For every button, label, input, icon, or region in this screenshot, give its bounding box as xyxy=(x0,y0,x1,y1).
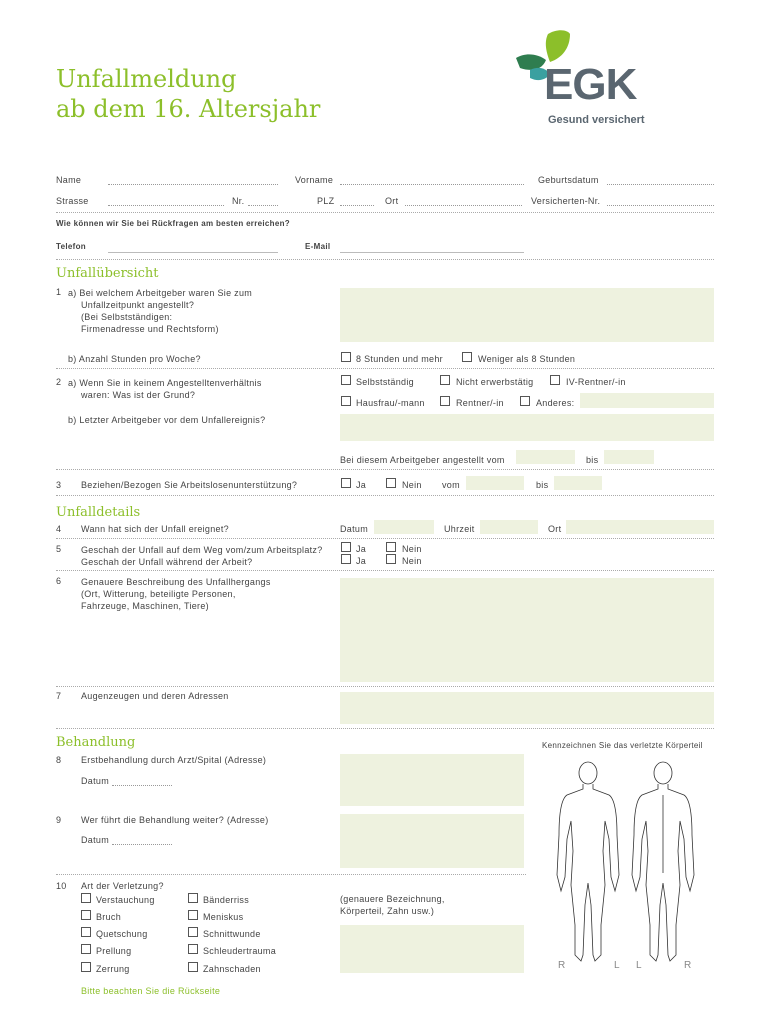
nein-label: Nein xyxy=(402,556,422,566)
weiterbehandlung-field[interactable] xyxy=(340,814,524,868)
datum-label: Datum xyxy=(340,524,369,534)
versicherten-nr-label: Versicherten-Nr. xyxy=(531,196,601,206)
ort-label: Ort xyxy=(548,524,562,534)
nein-label: Nein xyxy=(402,480,422,490)
checkbox-anderes[interactable] xyxy=(520,396,530,406)
footer-note: Bitte beachten Sie die Rückseite xyxy=(81,986,221,996)
body-front-left-label: L xyxy=(614,960,620,971)
vom-label: vom xyxy=(442,480,460,490)
opt-nicht-erwerbstaetig-label: Nicht erwerbstätig xyxy=(456,377,534,387)
checkbox-bruch[interactable] xyxy=(81,910,91,920)
nr-label: Nr. xyxy=(232,196,245,206)
injury-label: Bruch xyxy=(96,912,122,922)
angestellt-vom-field[interactable] xyxy=(516,450,575,464)
section-heading-treatment: Behandlung xyxy=(56,735,136,750)
question-9: Wer führt die Behandlung weiter? (Adresse) xyxy=(81,815,269,825)
unfallhergang-field[interactable] xyxy=(340,578,714,682)
checkbox-verstauchung[interactable] xyxy=(81,893,91,903)
body-front-right-label: R xyxy=(558,960,566,971)
opt-selbststaendig-label: Selbstständig xyxy=(356,377,414,387)
divider xyxy=(56,495,714,496)
body-back-left-label: L xyxy=(636,960,642,971)
arbeitslos-vom-field[interactable] xyxy=(466,476,524,490)
nr-field[interactable] xyxy=(248,205,278,206)
opt-8-minus-label: Weniger als 8 Stunden xyxy=(478,354,576,364)
title-line-2: ab dem 16. Altersjahr xyxy=(56,95,321,123)
injury-label: Quetschung xyxy=(96,929,148,939)
email-label: E-Mail xyxy=(305,242,331,251)
checkbox-schnittwunde[interactable] xyxy=(188,927,198,937)
divider xyxy=(56,469,714,470)
telefon-label: Telefon xyxy=(56,242,86,251)
logo-tagline: Gesund versichert xyxy=(548,114,645,126)
question-number: 2 xyxy=(56,377,62,387)
last-employer-field[interactable] xyxy=(340,414,714,441)
detail-hint: (genauere Bezeichnung, Körperteil, Zahn usw.) xyxy=(340,894,445,916)
ort-label: Ort xyxy=(385,196,399,206)
question-number: 4 xyxy=(56,524,62,534)
question-number: 8 xyxy=(56,755,62,765)
opt-hausfrau-label: Hausfrau/-mann xyxy=(356,398,425,408)
question-2b: b) Letzter Arbeitgeber vor dem Unfallereignis? xyxy=(68,415,266,425)
question-2a: a) Wenn Sie in keinem Angestelltenverhältnis waren: Was ist der Grund? xyxy=(68,378,262,400)
employer-field[interactable] xyxy=(340,288,714,342)
checkbox-zahnschaden[interactable] xyxy=(188,962,198,972)
injury-label: Meniskus xyxy=(203,912,244,922)
question-1b: b) Anzahl Stunden pro Woche? xyxy=(68,354,201,364)
bis-label: bis xyxy=(536,480,549,490)
checkbox-8-plus[interactable] xyxy=(341,352,351,362)
question-1a: a) Bei welchem Arbeitgeber waren Sie zum Unfallzeitpunkt angestellt? (Bei Selbstständigen: Firmenadresse und Rechtsform) xyxy=(68,288,253,334)
checkbox-arbeit-ja[interactable] xyxy=(341,554,351,564)
geburtsdatum-label: Geburtsdatum xyxy=(538,175,599,185)
opt-8-plus-label: 8 Stunden und mehr xyxy=(356,354,443,364)
opt-iv-rentner-label: IV-Rentner/-in xyxy=(566,377,626,387)
weiterbehandlung-datum-field[interactable] xyxy=(112,844,172,845)
question-10: Art der Verletzung? xyxy=(81,881,164,891)
title-line-1: Unfallmeldung xyxy=(56,65,237,93)
vorname-field[interactable] xyxy=(340,184,524,185)
injury-label: Schnittwunde xyxy=(203,929,261,939)
angestellt-bis-field[interactable] xyxy=(604,450,654,464)
divider xyxy=(56,538,714,539)
angestellt-vom-label: Bei diesem Arbeitgeber angestellt vom xyxy=(340,455,505,465)
body-diagram[interactable] xyxy=(545,755,715,975)
injury-label: Verstauchung xyxy=(96,895,155,905)
vorname-label: Vorname xyxy=(295,175,334,185)
question-8: Erstbehandlung durch Arzt/Spital (Adresse) xyxy=(81,755,267,765)
checkbox-meniskus[interactable] xyxy=(188,910,198,920)
opt-rentner-label: Rentner/-in xyxy=(456,398,504,408)
checkbox-hausfrau[interactable] xyxy=(341,396,351,406)
divider xyxy=(56,570,714,571)
section-heading-overview: Unfallübersicht xyxy=(56,266,159,281)
ort-field[interactable] xyxy=(405,205,522,206)
checkbox-baenderriss[interactable] xyxy=(188,893,198,903)
question-number: 7 xyxy=(56,691,62,701)
body-front-icon xyxy=(557,762,619,961)
page-title xyxy=(56,64,320,124)
nein-label: Nein xyxy=(402,544,422,554)
divider xyxy=(56,368,714,369)
egk-logo xyxy=(512,26,672,136)
name-label: Name xyxy=(56,175,82,185)
name-field[interactable] xyxy=(108,184,278,185)
geburtsdatum-field[interactable] xyxy=(607,184,714,185)
checkbox-weg-nein[interactable] xyxy=(386,542,396,552)
checkbox-arbeit-nein[interactable] xyxy=(386,554,396,564)
divider xyxy=(56,686,714,687)
checkbox-prellung[interactable] xyxy=(81,944,91,954)
email-field[interactable] xyxy=(340,252,524,253)
question-number: 1 xyxy=(56,287,62,297)
checkbox-zerrung[interactable] xyxy=(81,962,91,972)
telefon-field[interactable] xyxy=(108,252,278,253)
unfall-uhrzeit-field[interactable] xyxy=(480,520,538,534)
body-hint: Kennzeichnen Sie das verletzte Körperteil xyxy=(542,741,703,750)
bis-label: bis xyxy=(586,455,599,465)
datum-label: Datum xyxy=(81,835,110,845)
injury-label: Zerrung xyxy=(96,964,130,974)
body-back-right-label: R xyxy=(684,960,692,971)
checkbox-iv-rentner[interactable] xyxy=(550,375,560,385)
question-6: Genauere Beschreibung des Unfallhergangs (Ort, Witterung, beteiligte Personen, Fahrzeuge, Maschinen, Tiere) xyxy=(81,577,271,611)
divider xyxy=(56,874,526,875)
uhrzeit-label: Uhrzeit xyxy=(444,524,475,534)
checkbox-q3-nein[interactable] xyxy=(386,478,396,488)
injury-label: Bänderriss xyxy=(203,895,250,905)
question-4: Wann hat sich der Unfall ereignet? xyxy=(81,524,229,534)
erstbehandlung-datum-field[interactable] xyxy=(112,785,172,786)
versicherten-nr-field[interactable] xyxy=(607,205,714,206)
ja-label: Ja xyxy=(356,480,367,490)
question-3: Beziehen/Bezogen Sie Arbeitslosenunterstützung? xyxy=(81,480,298,490)
checkbox-schleudertrauma[interactable] xyxy=(188,944,198,954)
augenzeugen-field[interactable] xyxy=(340,692,714,724)
question-number: 9 xyxy=(56,815,62,825)
strasse-label: Strasse xyxy=(56,196,89,206)
divider xyxy=(56,212,714,213)
verletzung-detail-field[interactable] xyxy=(340,925,524,973)
ja-label: Ja xyxy=(356,544,367,554)
anderes-field[interactable] xyxy=(580,393,714,408)
plz-field[interactable] xyxy=(340,205,374,206)
opt-anderes-label: Anderes: xyxy=(536,398,575,408)
erstbehandlung-field[interactable] xyxy=(340,754,524,806)
body-back-icon xyxy=(632,762,694,961)
injury-label: Prellung xyxy=(96,946,132,956)
injury-label: Schleudertrauma xyxy=(203,946,277,956)
datum-label: Datum xyxy=(81,776,110,786)
question-number: 6 xyxy=(56,576,62,586)
ja-label: Ja xyxy=(356,556,367,566)
divider xyxy=(56,728,714,729)
section-heading-details: Unfalldetails xyxy=(56,505,141,520)
question-number: 10 xyxy=(56,881,67,891)
plz-label: PLZ xyxy=(317,196,335,206)
contact-question: Wie können wir Sie bei Rückfragen am besten erreichen? xyxy=(56,219,290,228)
unfall-ort-field[interactable] xyxy=(566,520,714,534)
strasse-field[interactable] xyxy=(108,205,224,206)
unfall-datum-field[interactable] xyxy=(374,520,434,534)
checkbox-weg-ja[interactable] xyxy=(341,542,351,552)
checkbox-8-minus[interactable] xyxy=(462,352,472,362)
divider xyxy=(56,259,714,260)
checkbox-q3-ja[interactable] xyxy=(341,478,351,488)
checkbox-rentner[interactable] xyxy=(440,396,450,406)
checkbox-quetschung[interactable] xyxy=(81,927,91,937)
injury-label: Zahnschaden xyxy=(203,964,261,974)
checkbox-nicht-erwerbstaetig[interactable] xyxy=(440,375,450,385)
question-number: 5 xyxy=(56,544,62,554)
logo-text: EGK xyxy=(544,60,637,109)
question-number: 3 xyxy=(56,480,62,490)
question-7: Augenzeugen und deren Adressen xyxy=(81,691,229,701)
question-5: Geschah der Unfall auf dem Weg vom/zum Arbeitsplatz? Geschah der Unfall während der Arbeit? xyxy=(81,545,323,567)
arbeitslos-bis-field[interactable] xyxy=(554,476,602,490)
checkbox-selbststaendig[interactable] xyxy=(341,375,351,385)
